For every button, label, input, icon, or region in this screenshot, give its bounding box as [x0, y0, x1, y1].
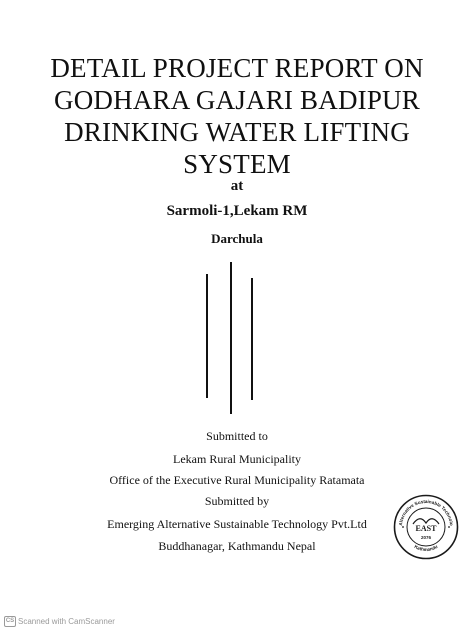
seal-initials: EAST	[415, 524, 437, 533]
company-seal-icon	[393, 494, 459, 560]
submitted-by-label: Submitted by	[204, 494, 270, 508]
camscanner-icon: CS	[4, 616, 16, 627]
title-line-2: GODHARA GAJARI BADIPUR	[54, 85, 420, 115]
svg-text:Kathmandu	[414, 544, 439, 552]
decorative-line-center	[230, 262, 232, 414]
decorative-line-left	[206, 274, 208, 398]
title-line-4: SYSTEM	[183, 149, 291, 179]
project-location: Sarmoli-1,Lekam RM	[166, 203, 308, 219]
scanner-watermark	[4, 616, 115, 627]
at-label: at	[230, 178, 244, 194]
consultant-address: Buddhanagar, Kathmandu Nepal	[158, 539, 316, 553]
seal-year: 2076	[420, 535, 432, 540]
svg-text:Emerging Alternative Sustainab	[393, 494, 454, 527]
title-line-1: DETAIL PROJECT REPORT ON	[50, 53, 424, 83]
report-title	[0, 52, 474, 180]
submitted-to-label: Submitted to	[206, 429, 268, 443]
project-district: Darchula	[211, 231, 263, 246]
seal-ring-text: Alternative Sustainable Technolo	[398, 498, 454, 526]
seal-city-text: Kathmandu	[413, 543, 439, 553]
decorative-line-right	[251, 278, 253, 400]
consultant-name: Emerging Alternative Sustainable Technology Pvt.Ltd	[107, 517, 367, 531]
client-name: Lekam Rural Municipality	[173, 452, 301, 466]
title-line-3: DRINKING WATER LIFTING	[64, 117, 410, 147]
scanner-watermark-text: Scanned with CamScanner	[18, 617, 115, 626]
client-office: Office of the Executive Rural Municipality Ratamata	[109, 473, 365, 487]
